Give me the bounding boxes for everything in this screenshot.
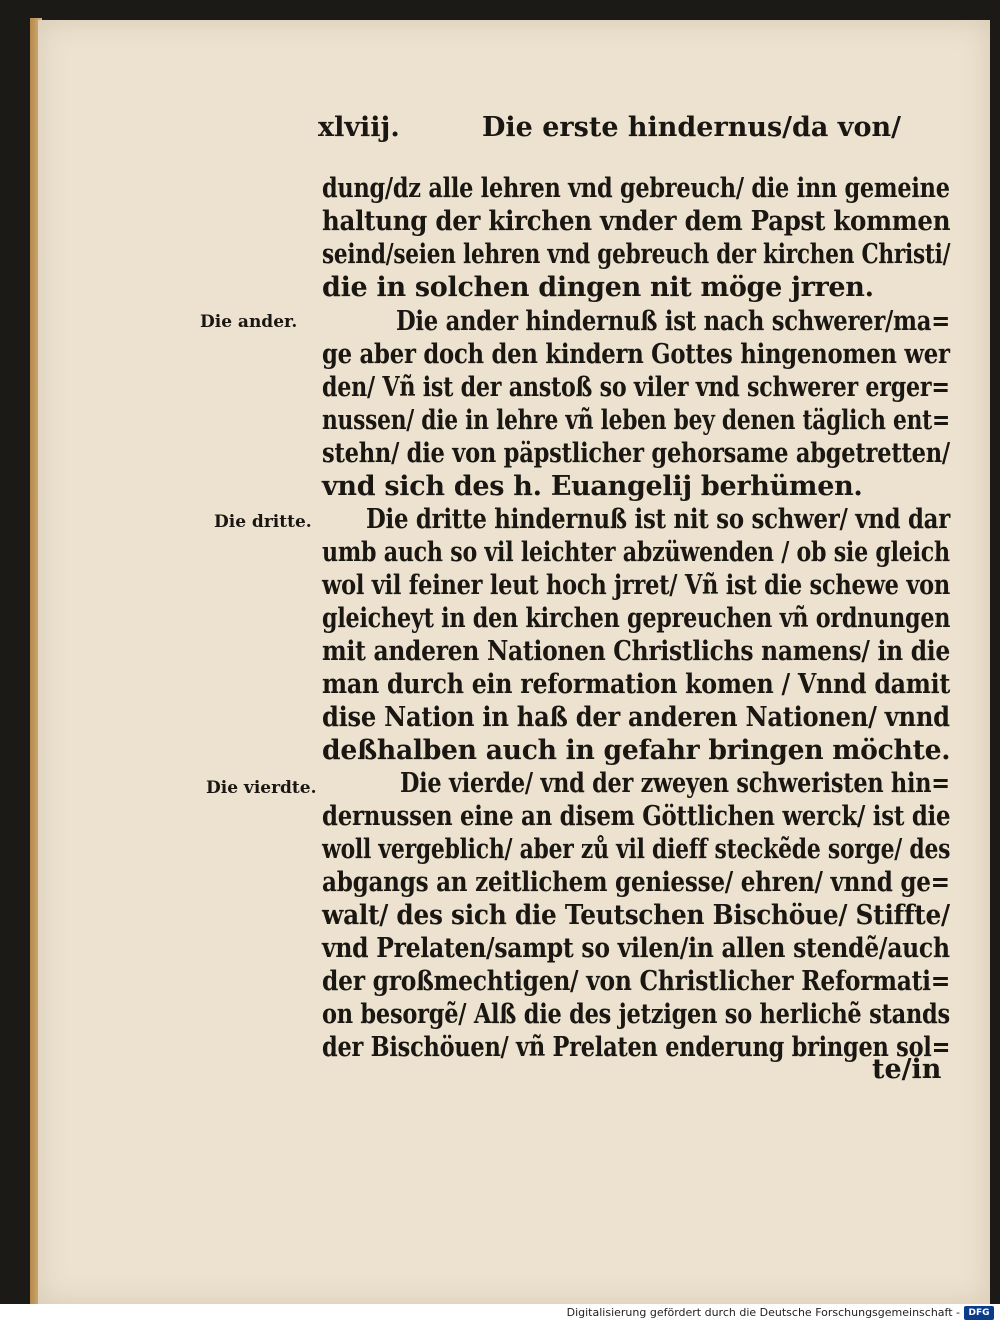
text-line: wol vil feiner leut hoch jrret/ Vñ ist die schewe von xyxy=(322,570,951,601)
text-line: walt/ des sich die Teutschen Bischöue/ Stiffte/ xyxy=(322,900,950,931)
text-line: Die vierde/ vnd der zweyen schweristen hin= xyxy=(400,768,950,799)
footer-credit: Digitalisierung gefördert durch die Deutsche Forschungsgemeinschaft - xyxy=(566,1306,960,1319)
text-line: gleicheyt in den kirchen gepreuchen vñ ordnungen xyxy=(322,603,951,634)
folio-number: xlviij. xyxy=(318,112,400,143)
text-line: deßhalben auch in gefahr bringen möchte. xyxy=(322,735,951,766)
text-line: umb auch so vil leichter abzüwenden / ob sie gleich xyxy=(322,537,950,568)
dfg-logo-icon: DFG xyxy=(964,1306,994,1320)
text-line: nussen/ die in lehre vñ leben bey denen täglich ent= xyxy=(322,405,950,436)
text-line: woll vergeblich/ aber zů vil dieff steckẽde sorge/ des xyxy=(322,834,951,865)
margin-note-vierde: Die vierdte. xyxy=(206,778,317,798)
page-header xyxy=(318,112,938,156)
footer-bar xyxy=(0,1304,1000,1323)
text-line: abgangs an zeitlichem geniesse/ ehren/ vnnd ge= xyxy=(322,867,950,898)
text-line: Die ander hindernuß ist nach schwerer/ma= xyxy=(396,306,951,337)
text-line: der Bischöuen/ vñ Prelaten enderung bringen sol= xyxy=(322,1032,951,1063)
text-line: seind/seien lehren vnd gebreuch der kirchen Christi/ xyxy=(322,239,951,270)
text-line: dung/dz alle lehren vnd gebreuch/ die inn gemeine xyxy=(322,173,950,204)
text-line: den/ Vñ ist der anstoß so viler vnd schwerer erger= xyxy=(322,372,950,403)
text-line: stehn/ die von päpstlicher gehorsame abgetretten/ xyxy=(322,438,950,469)
margin-note-dritte: Die dritte. xyxy=(214,512,312,532)
text-line: mit anderen Nationen Christlichs namens/ in die xyxy=(322,636,950,667)
text-line: man durch ein reformation komen / Vnnd damit xyxy=(322,669,951,700)
text-line: haltung der kirchen vnder dem Papst kommen xyxy=(322,206,951,237)
text-line: vnd Prelaten/sampt so vilen/in allen stendẽ/auch xyxy=(322,933,950,964)
text-line: der großmechtigen/ von Christlicher Reformati= xyxy=(322,966,951,997)
text-line: vnd sich des h. Euangelij berhümen. xyxy=(322,471,863,502)
text-line: Die dritte hindernuß ist nit so schwer/ vnd dar xyxy=(366,504,950,535)
text-line: die in solchen dingen nit möge jrren. xyxy=(322,272,874,303)
text-line: dise Nation in haß der anderen Nationen/ vnnd xyxy=(322,702,950,733)
text-line: dernussen eine an disem Göttlichen werck/ ist die xyxy=(322,801,951,832)
text-line: on besorgẽ/ Alß die des jetzigen so herlichẽ stands xyxy=(322,999,950,1030)
running-title: Die erste hindernus/da von/ xyxy=(482,112,901,143)
text-line: ge aber doch den kindern Gottes hingenomen wer xyxy=(322,339,950,370)
catchword: te/in xyxy=(872,1054,942,1085)
margin-note-ander: Die ander. xyxy=(200,312,298,332)
